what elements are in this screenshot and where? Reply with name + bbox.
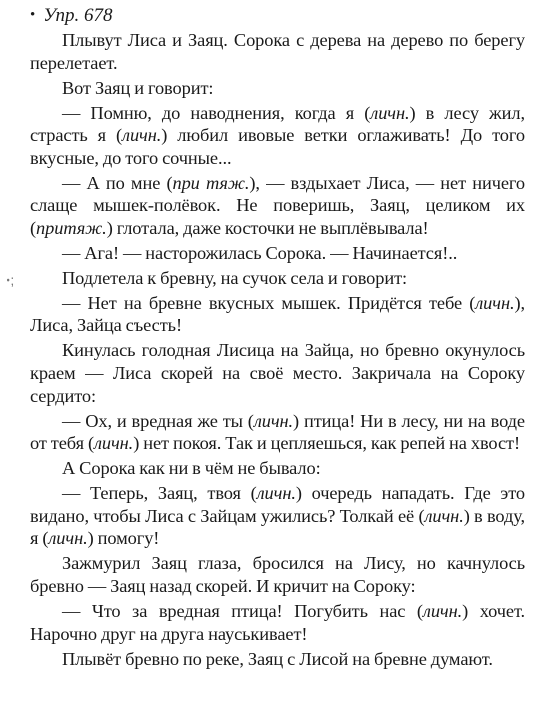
text-paragraph	[30, 457, 525, 480]
grammar-tag: при тяж.	[172, 172, 250, 193]
text-paragraph	[30, 339, 525, 407]
text-segment: Плывёт бревно по реке, Заяц с Лисой на бревне думают.	[62, 648, 493, 669]
text-segment: ) нет покоя. Так и цепляешься, как репей на хвост!	[133, 433, 520, 454]
margin-mark: ꞏ;	[6, 271, 15, 288]
text-segment: ) очередь нападать. Где это видано, чтобы Лиса с Зайцам ужились? Толкай её (	[30, 483, 525, 526]
text-segment: ), — вздыхает Лиса, — нет ничего слаще мышек-полёвок. Не поверишь, Заяц, целиком их (	[30, 172, 525, 238]
text-segment: — Что за вредная птица! Погубить нас (	[62, 600, 423, 621]
text-segment: Вот Заяц и говорит:	[62, 77, 214, 98]
text-segment: ), Лиса, Зайца съесть!	[30, 292, 525, 336]
text-paragraph	[30, 552, 525, 597]
text-paragraph	[30, 648, 525, 671]
text-segment: ) в воду, я (	[30, 505, 525, 549]
text-segment: ) в лесу жил, страсть я (	[30, 102, 525, 146]
exercise-title: Упр. 678	[43, 5, 113, 26]
text-segment: ) глотала, даже косточки не выплёвывала!	[106, 217, 429, 238]
text-segment: — Теперь, Заяц, твоя (	[62, 483, 257, 504]
grammar-tag: личн.	[253, 410, 294, 431]
bullet-icon: •	[30, 7, 36, 23]
grammar-tag: личн.	[93, 433, 134, 454]
text-segment: Подлетела к бревну, на сучок села и говорит:	[62, 267, 408, 288]
text-paragraph	[30, 77, 525, 100]
grammar-tag: притяж.	[36, 217, 107, 238]
text-paragraph	[30, 410, 525, 455]
grammar-tag: личн.	[122, 125, 162, 146]
grammar-tag: личн.	[256, 483, 296, 504]
text-paragraph	[30, 172, 525, 240]
text-paragraph	[30, 292, 525, 337]
text-segment: Зажмурил Заяц глаза, бросился на Лису, но качнулось бревно — Заяц назад скорей. И кричит на Сороку:	[30, 553, 525, 596]
text-paragraph	[30, 29, 525, 74]
exercise-page	[30, 4, 525, 673]
text-paragraph	[30, 482, 525, 550]
text-paragraph	[30, 600, 525, 645]
grammar-tag: личн.	[422, 600, 463, 621]
text-segment: ) любил ивовые ветки оглаживать! До того вкусные, до того сочные...	[30, 125, 525, 168]
text-paragraph	[30, 267, 525, 290]
text-paragraph	[30, 242, 525, 265]
exercise-heading	[30, 4, 525, 27]
grammar-tag: личн.	[48, 528, 88, 549]
text-segment: — Помню, до наводнения, когда я (	[62, 102, 371, 123]
text-segment: ) птица! Ни в лесу, ни на воде от тебя (	[30, 410, 525, 454]
text-segment: — Нет на бревне вкусных мышек. Придётся тебе (	[62, 292, 476, 313]
grammar-tag: личн.	[370, 102, 410, 123]
text-segment: — Ох, и вредная же ты (	[62, 410, 254, 431]
text-segment: ) помогу!	[87, 528, 160, 549]
text-paragraph	[30, 102, 525, 170]
text-segment: Кинулась голодная Лисица на Зайца, но бревно окунулось краем — Лиса скорей на своё место. Закричала на Сороку сердито:	[30, 340, 525, 406]
text-segment: — А по мне (	[62, 172, 173, 193]
text-segment: Плывут Лиса и Заяц. Сорока с дерева на дерево по берегу перелетает.	[30, 30, 525, 73]
text-segment: — Ага! — насторожилась Сорока. — Начинается!..	[62, 242, 458, 263]
text-segment: А Сорока как ни в чём не бывало:	[62, 458, 321, 479]
text-segment: ) хочет. Нарочно друг на друга науськивает!	[30, 600, 525, 644]
grammar-tag: личн.	[424, 505, 464, 526]
exercise-text	[30, 29, 525, 670]
grammar-tag: личн.	[475, 292, 515, 313]
